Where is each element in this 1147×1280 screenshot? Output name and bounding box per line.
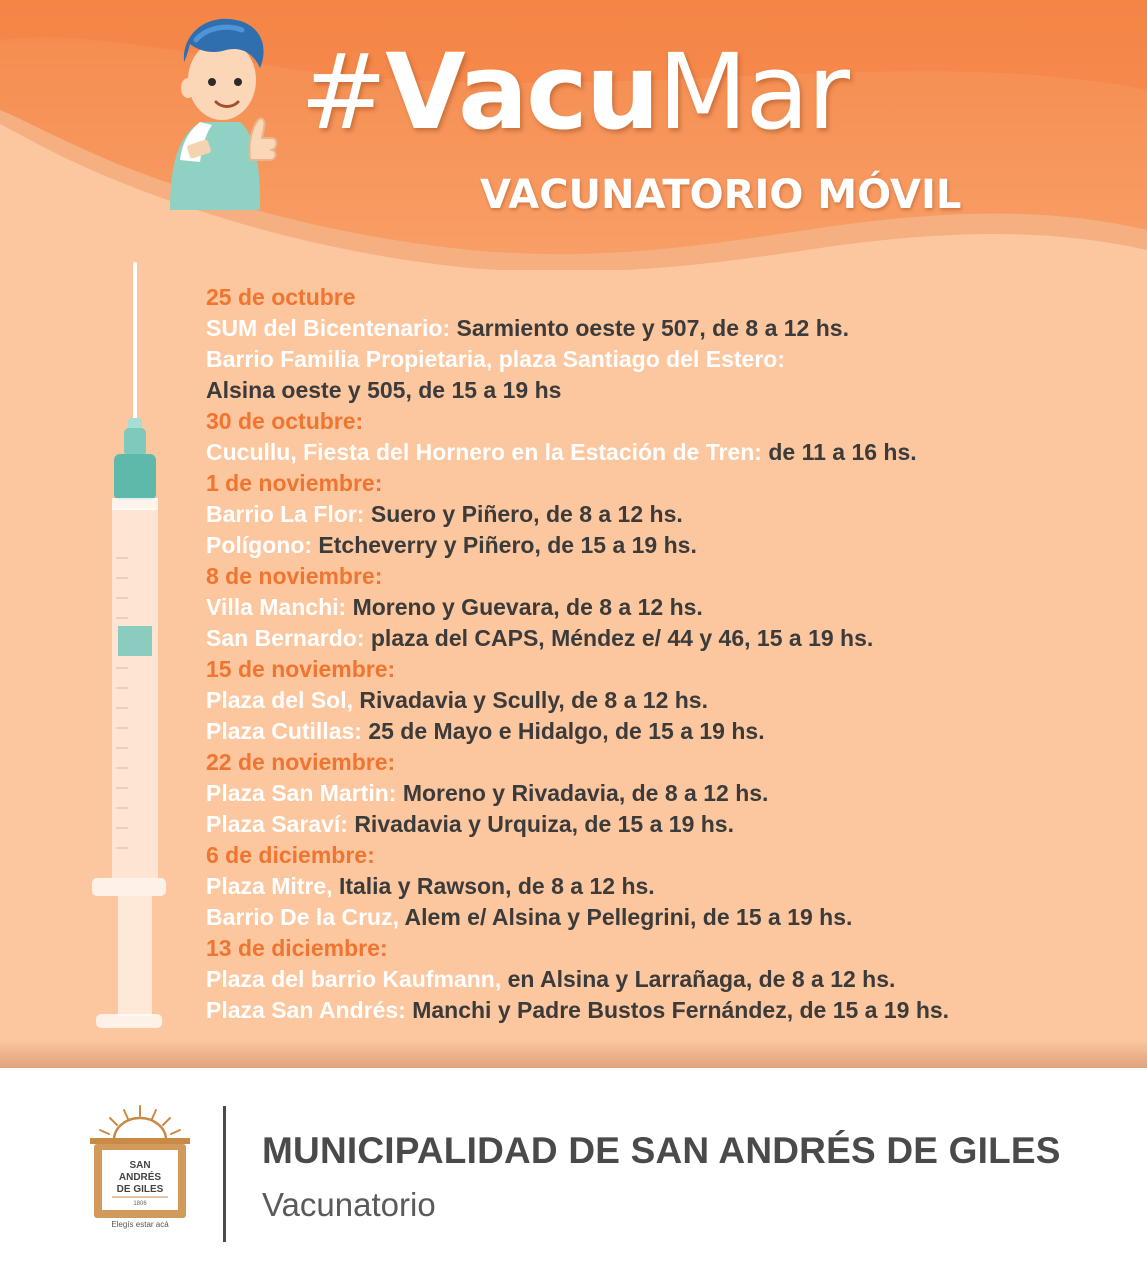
hashtag-light-part: Mar	[657, 31, 849, 153]
location-details: Italia y Rawson, de 8 a 12 hs.	[338, 873, 655, 899]
location-name: Barrio De la Cruz,	[206, 904, 405, 930]
municipality-logo	[84, 1104, 196, 1220]
date-label: 15 de noviembre:	[206, 656, 396, 682]
location-details: Alem e/ Alsina y Pellegrini, de 15 a 19 hs.	[404, 904, 853, 930]
campaign-hashtag	[300, 31, 849, 153]
location-name: Barrio Familia Propietaria, plaza Santiago del Estero:	[206, 346, 785, 372]
footer-divider	[223, 1106, 226, 1242]
location-name: Villa Manchi:	[206, 594, 353, 620]
logo-year: 1806	[133, 1201, 147, 1207]
schedule-location-line	[206, 437, 1136, 468]
schedule-location-line	[206, 499, 1136, 530]
schedule-date-heading	[206, 282, 1136, 313]
logo-text-line1: SAN	[129, 1160, 151, 1171]
schedule-date-heading	[206, 561, 1136, 592]
poster-bottom-shadow	[0, 1040, 1147, 1068]
schedule-location-line	[206, 592, 1136, 623]
location-details: Manchi y Padre Bustos Fernández, de 15 a 19 hs.	[412, 997, 950, 1023]
location-details: Rivadavia y Urquiza, de 15 a 19 hs.	[354, 811, 734, 837]
location-name: SUM del Bicentenario:	[206, 315, 457, 341]
location-name: Plaza San Martin:	[206, 780, 403, 806]
schedule-date-heading	[206, 747, 1136, 778]
location-name: San Bernardo:	[206, 625, 371, 651]
location-details: 25 de Mayo e Hidalgo, de 15 a 19 hs.	[368, 718, 765, 744]
location-name: Barrio La Flor:	[206, 501, 371, 527]
date-label: 1 de noviembre:	[206, 470, 383, 496]
schedule-date-heading	[206, 406, 1136, 437]
location-name: Plaza San Andrés:	[206, 997, 413, 1023]
date-label: 25 de octubre	[206, 284, 356, 310]
syringe-illustration	[88, 258, 168, 1033]
location-details: Moreno y Guevara, de 8 a 12 hs.	[352, 594, 703, 620]
schedule-date-heading	[206, 654, 1136, 685]
schedule-date-heading	[206, 840, 1136, 871]
schedule-location-line	[206, 344, 1136, 375]
location-name: Plaza del Sol,	[206, 687, 360, 713]
municipality-name: MUNICIPALIDAD DE SAN ANDRÉS DE GILES	[262, 1130, 1061, 1171]
location-details: Sarmiento oeste y 507, de 8 a 12 hs.	[456, 315, 849, 341]
location-name: Cucullu, Fiesta del Hornero en la Estación de Tren:	[206, 439, 769, 465]
hashtag-bold-part: Vacu	[385, 31, 658, 153]
footer	[0, 1068, 1147, 1280]
date-label: 13 de diciembre:	[206, 935, 388, 961]
schedule-location-line	[206, 716, 1136, 747]
schedule-location-line	[206, 902, 1136, 933]
location-details: plaza del CAPS, Méndez e/ 44 y 46, 15 a 19 hs.	[370, 625, 874, 651]
location-name: Polígono:	[206, 532, 319, 558]
date-label: 22 de noviembre:	[206, 749, 396, 775]
schedule-location-line	[206, 871, 1136, 902]
location-details: Rivadavia y Scully, de 8 a 12 hs.	[359, 687, 708, 713]
location-details: Alsina oeste y 505, de 15 a 19 hs	[206, 377, 562, 403]
schedule-date-heading	[206, 933, 1136, 964]
schedule-location-line	[206, 530, 1136, 561]
logo-text-line3: DE GILES	[116, 1184, 164, 1195]
logo-text-line2: ANDRÉS	[118, 1172, 162, 1183]
schedule-location-line	[206, 995, 1136, 1026]
hashtag-symbol: #	[300, 31, 386, 153]
date-label: 30 de octubre:	[206, 408, 364, 434]
mascot-boy-illustration	[160, 10, 280, 210]
location-details: en Alsina y Larrañaga, de 8 a 12 hs.	[507, 966, 896, 992]
schedule-date-heading	[206, 468, 1136, 499]
schedule-location-line	[206, 623, 1136, 654]
date-label: 6 de diciembre:	[206, 842, 375, 868]
schedule-location-line	[206, 778, 1136, 809]
location-details: Suero y Piñero, de 8 a 12 hs.	[370, 501, 683, 527]
location-details: Moreno y Rivadavia, de 8 a 12 hs.	[402, 780, 769, 806]
date-label: 8 de noviembre:	[206, 563, 383, 589]
location-name: Plaza Saraví:	[206, 811, 355, 837]
location-name: Plaza Mitre,	[206, 873, 339, 899]
location-details: Etcheverry y Piñero, de 15 a 19 hs.	[318, 532, 697, 558]
schedule-location-line	[206, 375, 1136, 406]
campaign-subtitle: VACUNATORIO MÓVIL	[480, 172, 962, 218]
location-name: Plaza del barrio Kaufmann,	[206, 966, 508, 992]
schedule-location-line	[206, 809, 1136, 840]
logo-tagline: Elegís estar acá	[111, 1220, 169, 1229]
location-details: de 11 a 16 hs.	[768, 439, 917, 465]
vaccination-schedule	[206, 282, 1136, 1026]
schedule-location-line	[206, 313, 1136, 344]
location-name: Plaza Cutillas:	[206, 718, 369, 744]
schedule-location-line	[206, 685, 1136, 716]
department-name: Vacunatorio	[262, 1186, 436, 1223]
schedule-location-line	[206, 964, 1136, 995]
